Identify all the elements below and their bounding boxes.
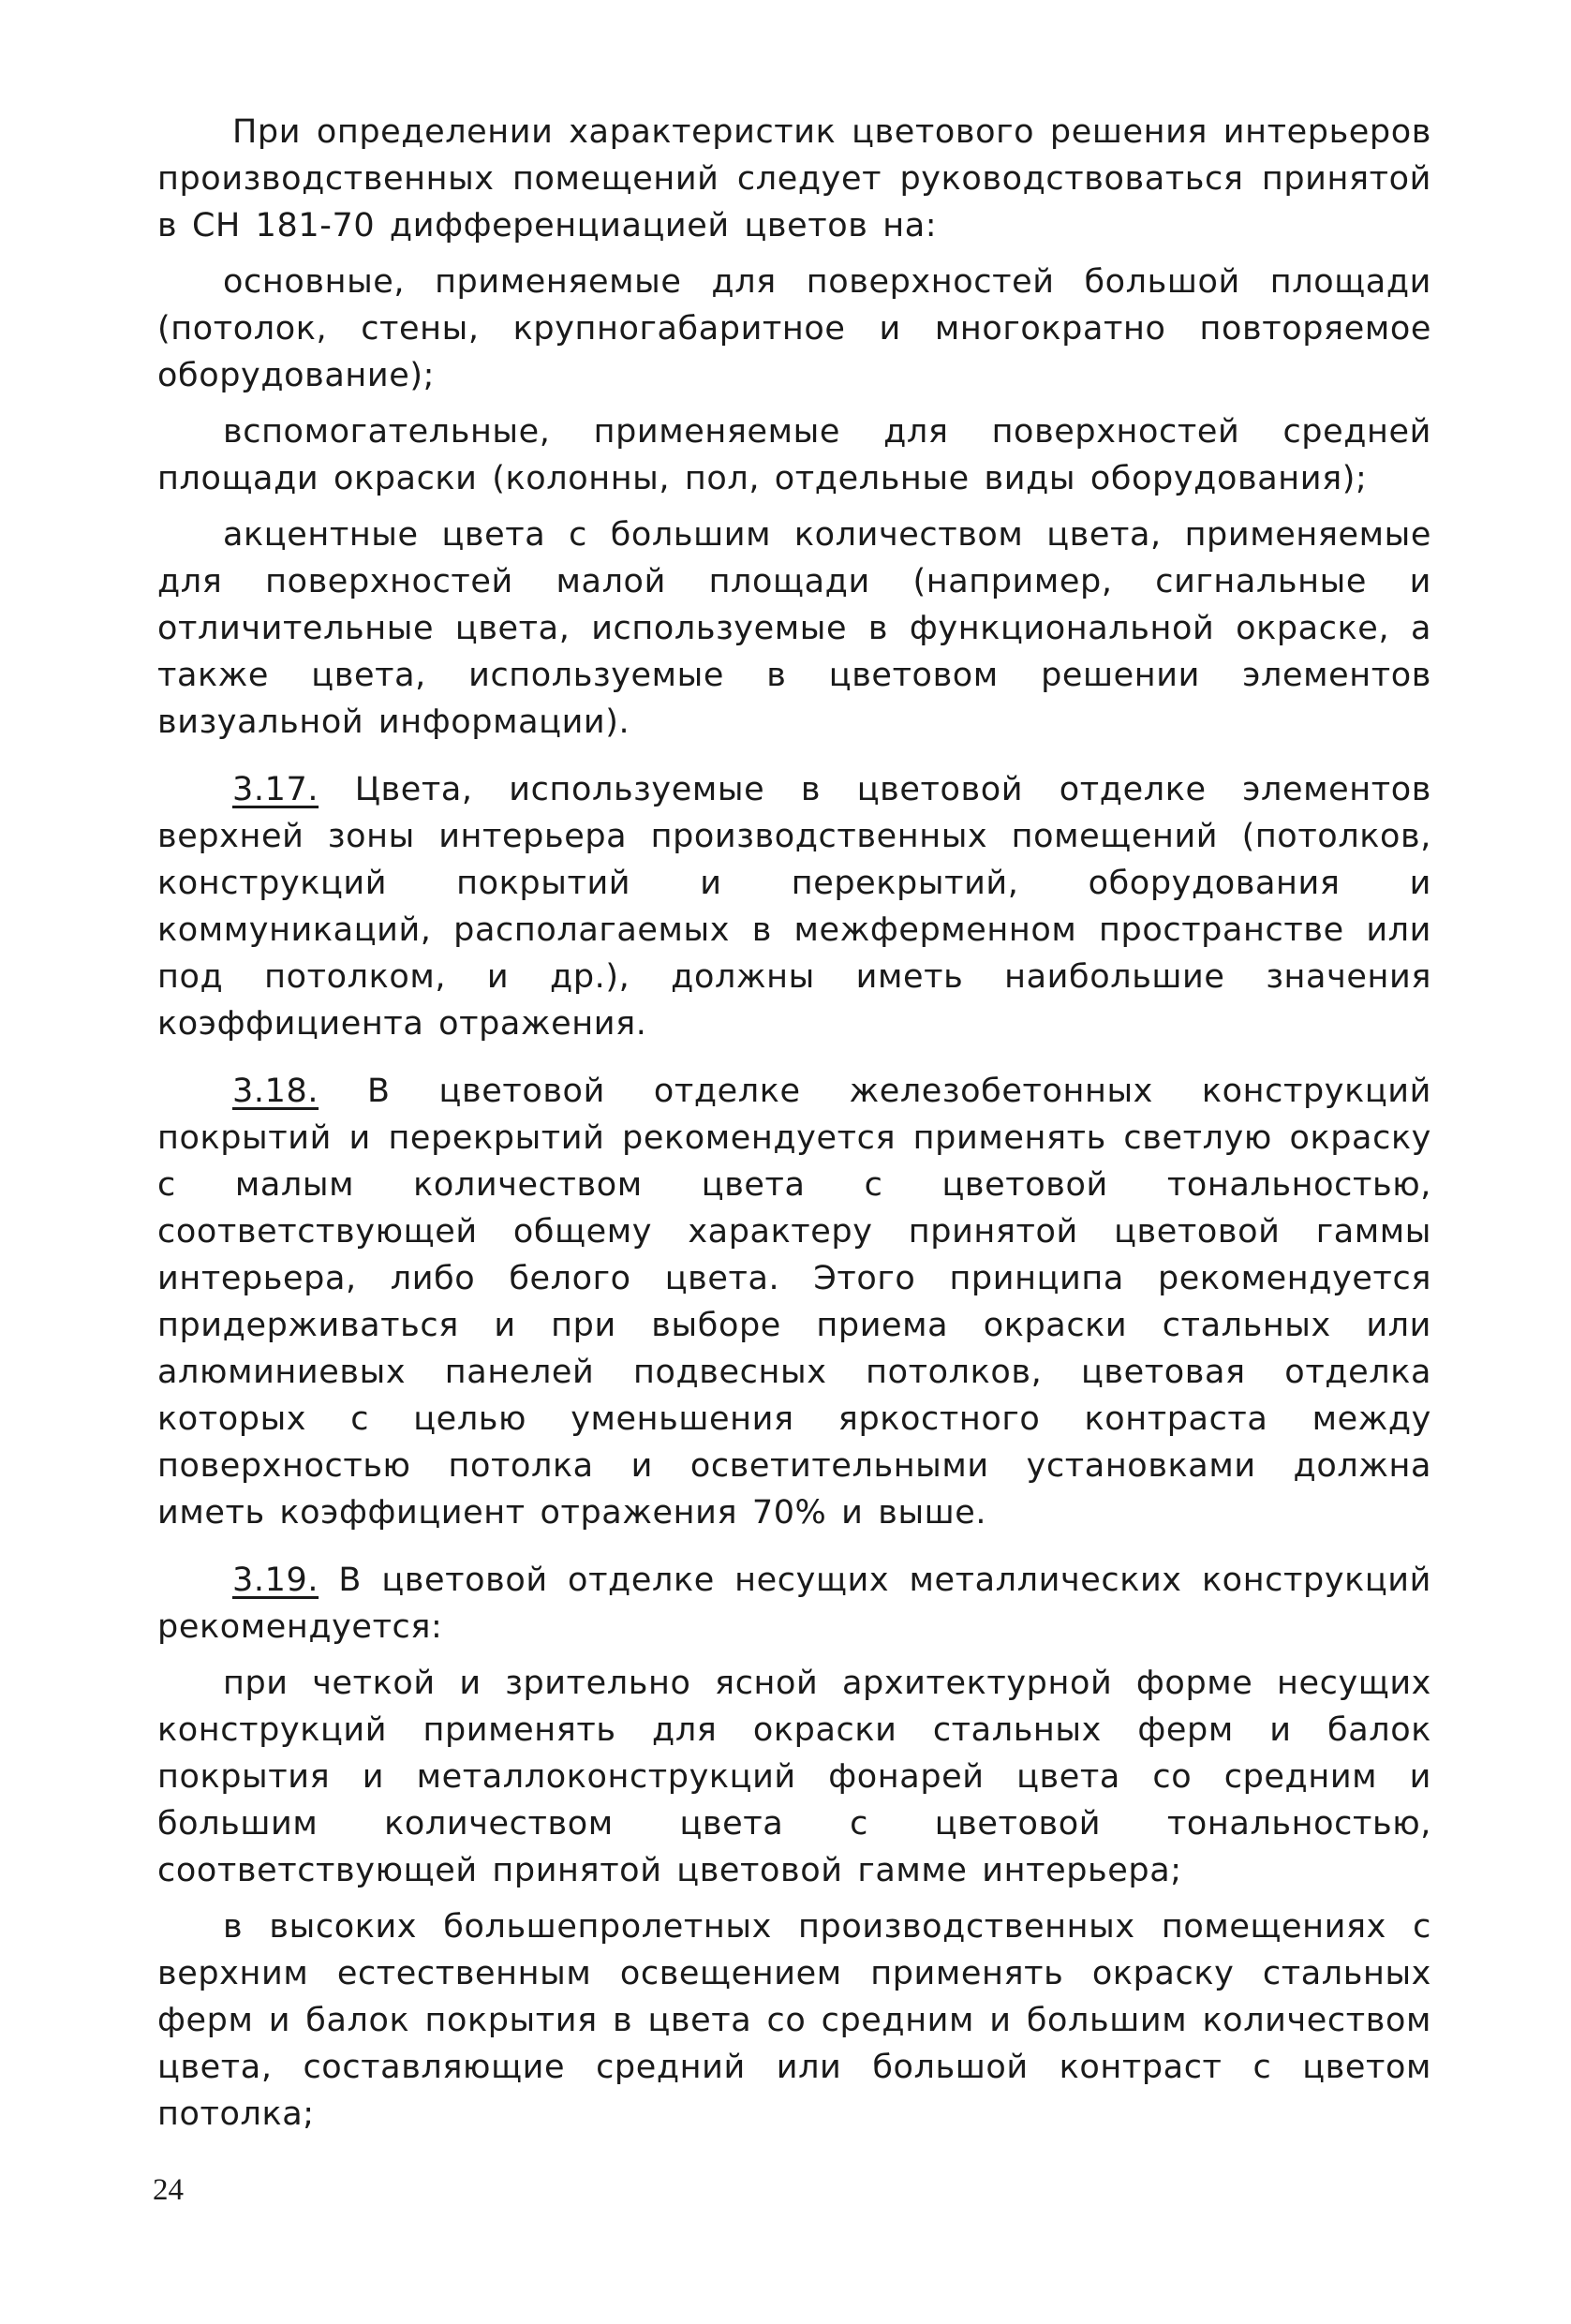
list-item-auxiliary-colors (157, 408, 1431, 502)
section-number: 3.18. (232, 1073, 319, 1110)
paragraph-text: в высоких большепролетных производственных помещениях с верхним естественным освещением применять окраску стальных ферм и балок покрытия в цвета со средним и большим количеством цвета, составляющие средний или большой контраст с цветом потолка; (157, 1908, 1431, 2133)
paragraph-text: вспомогательные, применяемые для поверхностей средней площади окраски (колонны, пол, отдельные виды оборудования); (157, 413, 1431, 497)
paragraph-text: Цвета, используемые в цветовой отделке элементов верхней зоны интерьера производственных помещений (потолков, конструкций покрытий и перекрытий, оборудования и коммуникаций, располагаемых в межферменном пространстве или под потолком, и др.), должны иметь наибольшие значения коэффициента отражения. (157, 771, 1431, 1043)
list-item-high-spans (157, 1903, 1431, 2138)
paragraph-intro (157, 109, 1431, 249)
paragraph-text: В цветовой отделке железобетонных конструкций покрытий и перекрытий рекомендуется применять светлую окраску с малым количеством цвета с цветовой тональностью, соответствующей общему характеру принятой цветовой гаммы интерьера, либо белого цвета. Этого принципа рекомендуется придерживаться и при выборе приема окраски стальных или алюминиевых панелей подвесных потолков, цветовая отделка которых с целью уменьшения яркостного контраста между поверхностью потолка и осветительными установками должна иметь коэффициент отражения 70% и выше. (157, 1073, 1431, 1532)
page-number: 24 (153, 2173, 184, 2207)
body-text (157, 109, 1431, 2147)
section-3-18 (157, 1068, 1431, 1536)
section-number: 3.17. (232, 771, 319, 808)
paragraph-text: при четкой и зрительно ясной архитектурной форме несущих конструкций применять для окраски стальных ферм и балок покрытия и металлоконструкций фонарей цвета со средним и большим количеством цвета с цветовой тональностью, соответствующей принятой цветовой гамме интерьера; (157, 1665, 1431, 1889)
list-item-clear-form (157, 1660, 1431, 1894)
list-item-accent-colors (157, 511, 1431, 746)
list-item-main-colors (157, 259, 1431, 399)
paragraph-text: При определении характеристик цветового решения интерьеров производственных помещений следует руководствоваться принятой в СН 181-70 дифференциацией цветов на: (157, 113, 1431, 244)
paragraph-text: В цветовой отделке несущих металлических конструкций рекомендуется: (157, 1562, 1431, 1646)
paragraph-text: основные, применяемые для поверхностей большой площади (потолок, стены, крупногабаритное и многократно повторяемое оборудование); (157, 263, 1431, 394)
section-number: 3.19. (232, 1562, 319, 1599)
paragraph-text: акцентные цвета с большим количеством цвета, применяемые для поверхностей малой площади (например, сигнальные и отличительные цвета, используемые в функциональной окраске, а также цвета, используемые в цветовом решении элементов визуальной информации). (157, 516, 1431, 741)
section-3-17 (157, 766, 1431, 1047)
section-3-19 (157, 1557, 1431, 1650)
